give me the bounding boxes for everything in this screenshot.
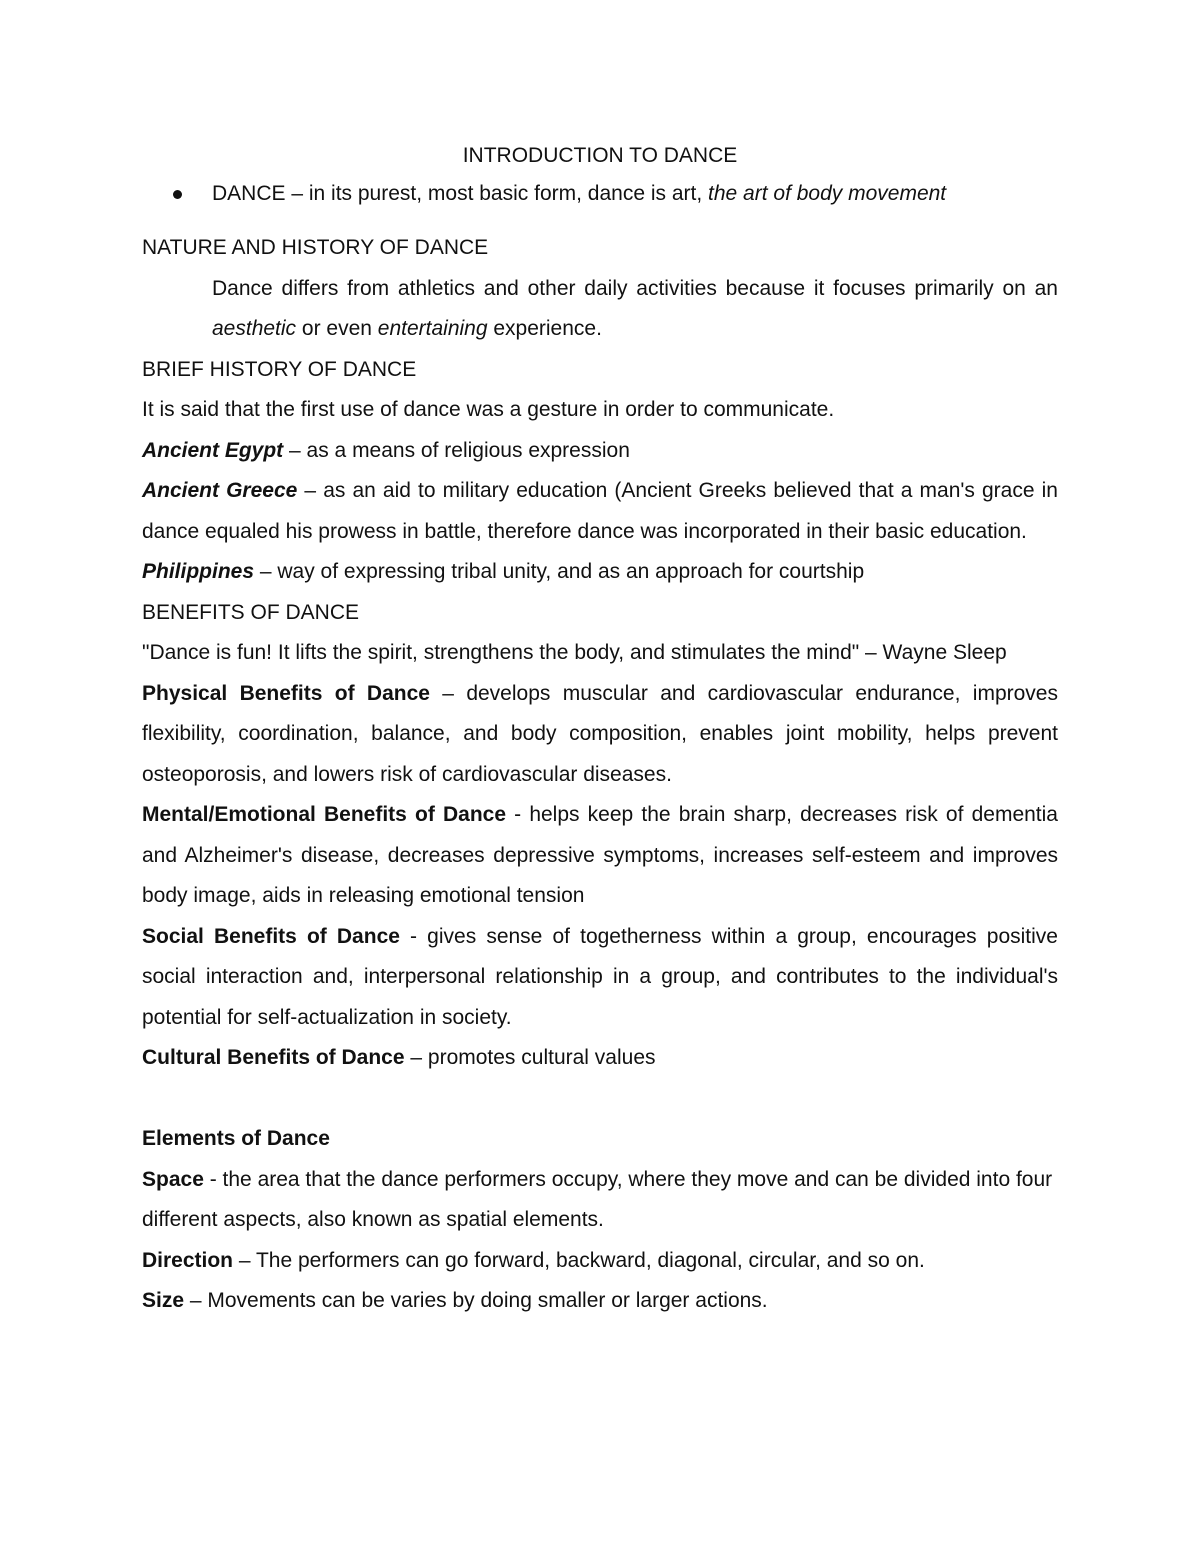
history-term: Ancient Greece [142,479,298,502]
benefit-text: - helps keep the brain sharp, decreases risk of dementia and Alzheimer's disease, decreases depressive symptoms, increases self-esteem and improves body image, aids in releasing emotional tension [142,803,1058,907]
intro-term: DANCE [212,182,286,205]
benefit-item-cultural [142,1038,1058,1079]
benefit-term: Social Benefits of Dance [142,924,400,948]
element-term: Size [142,1289,185,1312]
benefit-term: Cultural Benefits of Dance [142,1046,405,1069]
element-text: – Movements can be varies by doing smaller or larger actions. [184,1289,768,1312]
history-term: Philippines [142,560,255,583]
nature-text-c: experience. [487,317,602,340]
benefits-quote: "Dance is fun! It lifts the spirit, strengthens the body, and stimulates the mind" – Wayne Sleep [142,641,1007,664]
benefit-term: Physical Benefits of Dance [142,681,430,705]
element-item-space [142,1160,1058,1241]
nature-heading: NATURE AND HISTORY OF DANCE [142,236,489,259]
blank-line [142,1079,1058,1120]
benefit-item-social [142,917,1058,1039]
benefit-text: – develops muscular and cardiovascular endurance, improves flexibility, coordination, balance, and body composition, enables joint mobility, helps prevent osteoporosis, and lowers risk of cardiovascular diseases. [142,681,1058,786]
element-term: Space [142,1167,204,1191]
elements-heading: Elements of Dance [142,1127,330,1150]
benefit-text: – promotes cultural values [404,1046,656,1069]
history-heading: BRIEF HISTORY OF DANCE [142,357,417,381]
document-title: INTRODUCTION TO DANCE [462,144,738,167]
element-term: Direction [142,1248,234,1272]
benefit-text: - gives sense of togetherness within a group, encourages positive social interaction and, interpersonal relationship in a group, and contributes to the individual's potential for self-actualization in society. [142,924,1058,1029]
benefit-item-physical [142,674,1058,796]
history-text: – way of expressing tribal unity, and as an approach for courtship [254,560,865,583]
history-text: – as an aid to military education (Ancient Greeks believed that a man's grace in dance equaled his prowess in battle, therefore dance was incorporated in their basic education. [142,479,1058,543]
benefits-heading: BENEFITS OF DANCE [142,600,360,624]
intro-bullet-item [142,166,1058,222]
document-page [142,138,1058,1322]
nature-emphasis-aesthetic: aesthetic [212,317,297,340]
history-intro: It is said that the first use of dance was a gesture in order to communicate. [142,398,835,421]
benefit-item-mental [142,795,1058,917]
history-item-philippines [142,552,1058,593]
benefit-term: Mental/Emotional Benefits of Dance [142,803,507,826]
bullet-icon [173,190,182,199]
element-text: – The performers can go forward, backward, diagonal, circular, and so on. [233,1248,925,1272]
nature-paragraph [142,269,1058,350]
element-text: - the area that the dance performers occupy, where they move and can be divided into four different aspects, also known as spatial elements. [142,1167,1053,1231]
element-item-direction [142,1241,1058,1282]
nature-text-b: or even [296,317,378,340]
history-item-greece [142,471,1058,552]
intro-emphasis: the art of body movement [708,182,947,205]
element-item-size [142,1281,1058,1322]
history-term: Ancient Egypt [142,438,284,462]
nature-emphasis-entertaining: entertaining [377,317,488,340]
history-item-egypt [142,431,1058,472]
intro-text: – in its purest, most basic form, dance is art, [285,182,709,205]
nature-text-a: Dance differs from athletics and other daily activities because it focuses primarily on an [212,276,1058,300]
history-text: – as a means of religious expression [283,438,630,462]
